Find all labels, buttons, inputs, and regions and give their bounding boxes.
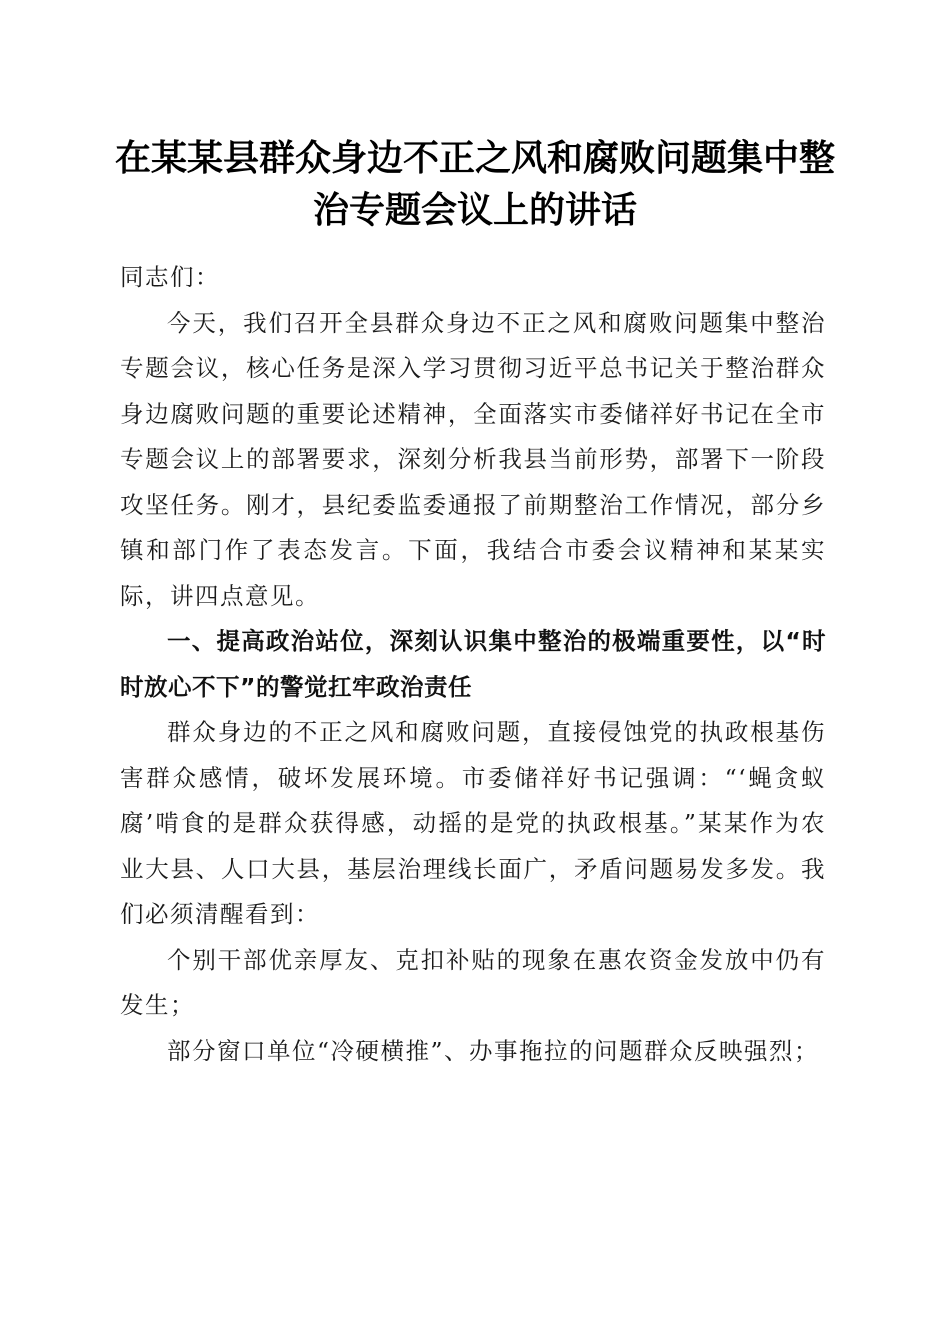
section-1-item: 部分窗口单位“冷硬横推”、办事拖拉的问题群众反映强烈； (167, 1036, 820, 1065)
document-body (120, 255, 826, 1074)
section-1-heading: 一、提高政治站位，深刻认识集中整治的极端重要性，以“时时放心不下”的警觉扛牢政治责任 (120, 627, 826, 701)
title-line-2: 治专题会议上的讲话 (312, 189, 637, 231)
section-1-item: 个别干部优亲厚友、克扣补贴的现象在惠农资金发放中仍有发生； (120, 945, 826, 1019)
title-line-1: 在某某县群众身边不正之风和腐败问题集中整 (114, 137, 835, 179)
section-1-paragraph: 群众身边的不正之风和腐败问题，直接侵蚀党的执政根基伤害群众感情，破坏发展环境。市委储祥好书记强调：“‘蝇贪蚁腐’啃食的是群众获得感，动摇的是党的执政根基。”某某作为农业大县、人口大县，基层治理线长面广，矛盾问题易发多发。我们必须清醒看到： (120, 718, 826, 928)
document-title (100, 132, 850, 236)
opening-paragraph: 今天，我们召开全县群众身边不正之风和腐败问题集中整治专题会议，核心任务是深入学习贯彻习近平总书记关于整治群众身边腐败问题的重要论述精神，全面落实市委储祥好书记在全市专题会议上的部署要求，深刻分析我县当前形势，部署下一阶段攻坚任务。刚才，县纪委监委通报了前期整治工作情况，部分乡镇和部门作了表态发言。下面，我结合市委会议精神和某某实际，讲四点意见。 (120, 308, 826, 610)
salutation: 同志们： (120, 263, 220, 291)
